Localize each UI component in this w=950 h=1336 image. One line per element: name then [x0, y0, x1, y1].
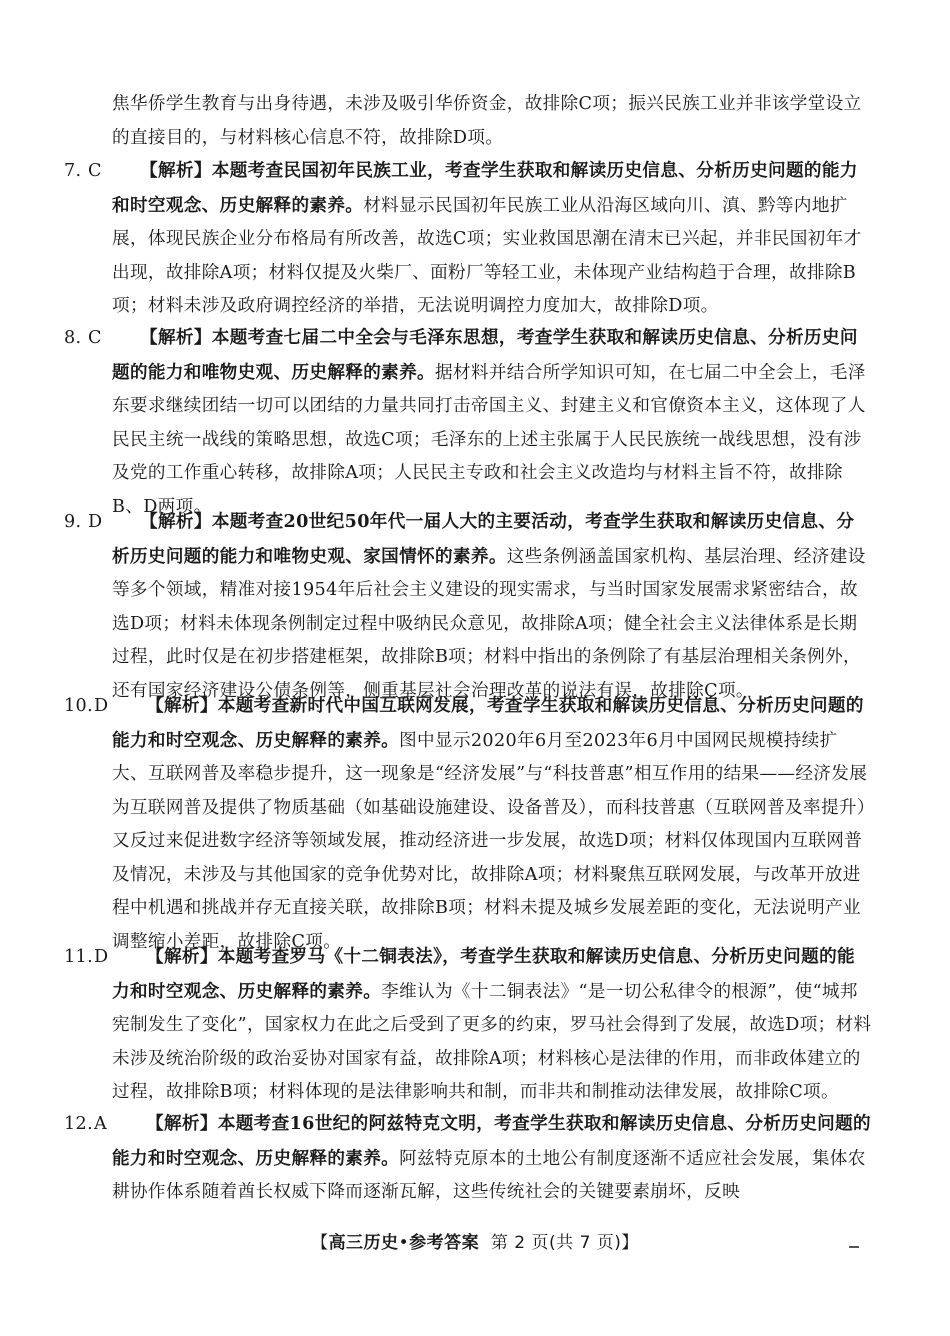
- question-11: [64, 940, 872, 1110]
- continuation-text: 焦华侨学生教育与出身待遇，未涉及吸引华侨资金，故排除C项；振兴民族工业并非该学堂设立的直接目的，与材料核心信息不符，故排除D项。: [112, 94, 862, 148]
- question-detail: 这些条例涵盖国家机构、基层治理、经济建设等多个领域，精准对接1954年后社会主义建设的现实需求，与当时国家发展需求紧密结合，故选D项；材料未体现条例制定过程中吸纳民众意见，故排除A项；健全社会主义法律体系是长期过程，此时仅是在初步搭建框架，故排除B项；材料中指出的条例除了有基层治理相关条例外，还有国家经济建设公债条例等，侧重基层社会治理改革的说法有误，故排除C项。: [112, 546, 866, 701]
- question-answer: D: [94, 947, 109, 967]
- question-answer: D: [94, 696, 109, 716]
- question-detail: 材料显示民国初年民族工业从沿海区域向川、滇、黔等内地扩展，体现民族企业分布格局有所改善，故选C项；实业救国思潮在清末已兴起，并非民国初年才出现，故排除A项；材料仅提及火柴厂、面粉厂等轻工业，未体现产业结构趋于合理，故排除B项；材料未涉及政府调控经济的举措，无法说明调控力度加大，故排除D项。: [112, 195, 862, 316]
- question-summary: 本题考查16世纪的阿兹特克文明，考查学生获取和解读历史信息、分析历史问题的能力和时空观念、历史解释的素养。: [112, 1113, 871, 1169]
- question-number: 12.: [64, 1114, 94, 1134]
- analysis-tag: 【解析】: [140, 511, 212, 532]
- question-number: 7.: [64, 161, 82, 181]
- corner-mark: [849, 1246, 859, 1248]
- question-answer: A: [94, 1114, 108, 1134]
- question-detail: 图中显示2020年6月至2023年6月中国网民规模持续扩大、互联网普及率稳步提升，这一现象是“经济发展”与“科技普惠”相互作用的结果——经济发展为互联网普及提供了物质基础（如基础设施建设、设备普及），而科技普惠（互联网普及率提升）又反过来促进数字经济等领域发展，推动经济进一步发展，故选D项；材料仅体现国内互联网普及情况，未涉及与其他国家的竞争优势对比，故排除A项；材料聚焦互联网发展，与改革开放进程中机遇和挑战并存无直接关联，故排除B项；材料未提及城乡发展差距的变化，无法说明产业调整缩小差距，故排除C项。: [112, 730, 868, 952]
- question-number: 8.: [64, 328, 82, 348]
- question-detail: 据材料并结合所学知识可知，在七届二中全会上，毛泽东要求继续团结一切可以团结的力量共同打击帝国主义、封建主义和官僚资本主义，这体现了人民民主统一战线的策略思想，故选C项；毛泽东的上述主张属于人民民族统一战线思想，没有涉及党的工作重心转移，故排除A项；人民民主专政和社会主义改造均与材料主旨不符，故排除B、D两项。: [112, 362, 866, 517]
- analysis-tag: 【解析】: [140, 327, 212, 348]
- question-summary: 本题考查七届二中全会与毛泽东思想，考查学生获取和解读历史信息、分析历史问题的能力和唯物史观、历史解释的素养。: [112, 327, 858, 383]
- footer-label: 参考答案: [409, 1233, 480, 1253]
- question-number: 9.: [64, 512, 82, 532]
- question-number: 11.: [64, 947, 94, 967]
- page-footer: [0, 1228, 950, 1253]
- question-number: 10.: [64, 696, 94, 716]
- footer-page-number: 第 2 页(共 7 页): [490, 1233, 622, 1253]
- question-answer: D: [88, 512, 103, 532]
- analysis-tag: 【解析】: [140, 160, 212, 181]
- analysis-tag: 【解析】: [146, 695, 218, 716]
- question-7: [64, 154, 872, 324]
- question-summary: 本题考查新时代中国互联网发展，考查学生获取和解读历史信息、分析历史问题的能力和时空观念、历史解释的素养。: [112, 695, 864, 751]
- footer-dot: •: [398, 1233, 410, 1253]
- footer-bracket-close: 】: [621, 1233, 639, 1253]
- question-8: [64, 321, 872, 524]
- question-summary: 本题考查民国初年民族工业，考查学生获取和解读历史信息、分析历史问题的能力和时空观念、历史解释的素养。: [112, 160, 858, 216]
- question-detail: 李维认为《十二铜表法》“是一切公私律令的根源”，使“城邦宪制发生了变化”，国家权力在此之后受到了更多的约束，罗马社会得到了发展，故选D项；材料未涉及统治阶级的政治妥协对国家有益，故排除A项；材料核心是法律的作用，而非政体建立的过程，故排除B项；材料体现的是法律影响共和制，而非共和制推动法律发展，故排除C项。: [112, 981, 872, 1102]
- analysis-tag: 【解析】: [146, 946, 218, 967]
- question-12: [64, 1107, 872, 1210]
- footer-course: 高三历史: [328, 1233, 399, 1253]
- question-detail: 阿兹特克原本的土地公有制度逐渐不适应社会发展，集体农耕协作体系随着酋长权威下降而逐渐瓦解，这些传统社会的关键要素崩坏，反映: [112, 1148, 866, 1202]
- question-summary: 本题考查罗马《十二铜表法》，考查学生获取和解读历史信息、分析历史问题的能力和时空观念、历史解释的素养。: [112, 946, 855, 1002]
- question-summary: 本题考查20世纪50年代一届人大的主要活动，考查学生获取和解读历史信息、分析历史问题的能力和唯物史观、家国情怀的素养。: [112, 511, 855, 567]
- analysis-tag: 【解析】: [146, 1113, 218, 1134]
- question-answer: C: [88, 328, 102, 348]
- footer-bracket-open: 【: [311, 1233, 329, 1253]
- question-answer: C: [88, 161, 102, 181]
